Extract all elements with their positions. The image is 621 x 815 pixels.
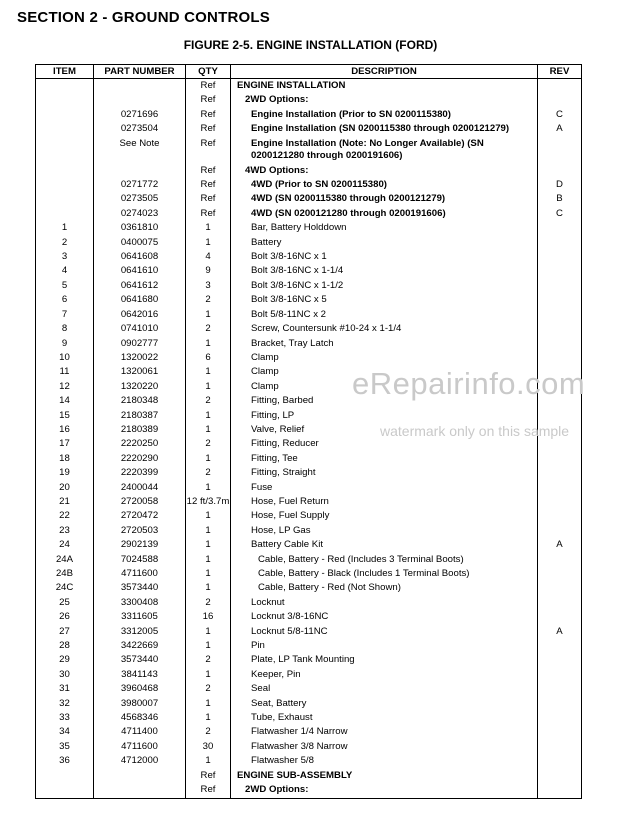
- item-cell: 27: [36, 625, 94, 639]
- rev-cell: [538, 610, 582, 624]
- table-row: [36, 93, 582, 107]
- description-cell: Fitting, Tee: [231, 452, 538, 466]
- rev-cell: [538, 639, 582, 653]
- description-cell: Fitting, Straight: [231, 466, 538, 480]
- table-row: [36, 236, 582, 250]
- qty-cell: 2: [186, 394, 231, 408]
- table-row: [36, 740, 582, 754]
- rev-cell: [538, 79, 582, 94]
- column-header-description: DESCRIPTION: [231, 65, 538, 79]
- item-cell: 5: [36, 279, 94, 293]
- table-row: [36, 625, 582, 639]
- description-cell: Bolt 3/8-16NC x 5: [231, 293, 538, 307]
- rev-cell: [538, 236, 582, 250]
- table-row: [36, 122, 582, 136]
- description-cell: Keeper, Pin: [231, 668, 538, 682]
- qty-cell: 1: [186, 423, 231, 437]
- table-row: [36, 610, 582, 624]
- table-row: [36, 322, 582, 336]
- qty-cell: 1: [186, 538, 231, 552]
- column-header-qty: QTY: [186, 65, 231, 79]
- part-number-cell: 3841143: [94, 668, 186, 682]
- section-title: SECTION 2 - GROUND CONTROLS: [17, 9, 270, 26]
- part-number-cell: 1320022: [94, 351, 186, 365]
- description-cell: Bar, Battery Holddown: [231, 221, 538, 235]
- qty-cell: 1: [186, 553, 231, 567]
- description-cell: Flatwasher 1/4 Narrow: [231, 725, 538, 739]
- description-cell: Hose, LP Gas: [231, 524, 538, 538]
- table-row: [36, 79, 582, 94]
- qty-cell: 1: [186, 754, 231, 768]
- part-number-cell: 2400044: [94, 481, 186, 495]
- qty-cell: 1: [186, 221, 231, 235]
- qty-cell: 1: [186, 337, 231, 351]
- rev-cell: [538, 581, 582, 595]
- item-cell: 30: [36, 668, 94, 682]
- item-cell: 36: [36, 754, 94, 768]
- table-row: [36, 682, 582, 696]
- rev-cell: [538, 293, 582, 307]
- table-row: [36, 711, 582, 725]
- qty-cell: 1: [186, 567, 231, 581]
- qty-cell: Ref: [186, 178, 231, 192]
- item-cell: [36, 79, 94, 94]
- qty-cell: Ref: [186, 93, 231, 107]
- qty-cell: 2: [186, 653, 231, 667]
- rev-cell: C: [538, 207, 582, 221]
- item-cell: [36, 122, 94, 136]
- table-row: [36, 553, 582, 567]
- description-cell: Clamp: [231, 351, 538, 365]
- item-cell: 20: [36, 481, 94, 495]
- item-cell: 1: [36, 221, 94, 235]
- description-cell: Fitting, Reducer: [231, 437, 538, 451]
- qty-cell: Ref: [186, 79, 231, 94]
- item-cell: 11: [36, 365, 94, 379]
- item-cell: 24B: [36, 567, 94, 581]
- table-row: [36, 725, 582, 739]
- qty-cell: 1: [186, 452, 231, 466]
- description-cell: 4WD (Prior to SN 0200115380): [231, 178, 538, 192]
- rev-cell: [538, 452, 582, 466]
- qty-cell: 9: [186, 264, 231, 278]
- description-cell: Pin: [231, 639, 538, 653]
- table-row: [36, 754, 582, 768]
- part-number-cell: 2180389: [94, 423, 186, 437]
- table-row: [36, 653, 582, 667]
- item-cell: 16: [36, 423, 94, 437]
- rev-cell: [538, 740, 582, 754]
- part-number-cell: 3573440: [94, 581, 186, 595]
- rev-cell: C: [538, 108, 582, 122]
- qty-cell: 1: [186, 236, 231, 250]
- item-cell: 21: [36, 495, 94, 509]
- item-cell: 24A: [36, 553, 94, 567]
- part-number-cell: 2220290: [94, 452, 186, 466]
- description-cell: 4WD Options:: [231, 164, 538, 178]
- item-cell: 9: [36, 337, 94, 351]
- qty-cell: 1: [186, 365, 231, 379]
- part-number-cell: 0641608: [94, 250, 186, 264]
- part-number-cell: 2220399: [94, 466, 186, 480]
- rev-cell: [538, 164, 582, 178]
- rev-cell: [538, 754, 582, 768]
- item-cell: 15: [36, 409, 94, 423]
- table-row: [36, 279, 582, 293]
- table-header-row: [36, 65, 582, 79]
- description-cell: ENGINE SUB-ASSEMBLY: [231, 769, 538, 783]
- table-row: [36, 178, 582, 192]
- description-cell: Engine Installation (Note: No Longer Available) (SN 0200121280 through 0200191606): [231, 137, 538, 164]
- item-cell: 22: [36, 509, 94, 523]
- description-cell: Locknut 3/8-16NC: [231, 610, 538, 624]
- rev-cell: [538, 337, 582, 351]
- item-cell: [36, 93, 94, 107]
- table-row: [36, 481, 582, 495]
- item-cell: 34: [36, 725, 94, 739]
- rev-cell: D: [538, 178, 582, 192]
- qty-cell: 2: [186, 322, 231, 336]
- part-number-cell: 3980007: [94, 697, 186, 711]
- description-cell: Bolt 3/8-16NC x 1-1/4: [231, 264, 538, 278]
- rev-cell: A: [538, 625, 582, 639]
- description-cell: Engine Installation (Prior to SN 0200115380): [231, 108, 538, 122]
- part-number-cell: 4711600: [94, 567, 186, 581]
- rev-cell: [538, 567, 582, 581]
- part-number-cell: 3300408: [94, 596, 186, 610]
- part-number-cell: 4568346: [94, 711, 186, 725]
- column-header-part-number: PART NUMBER: [94, 65, 186, 79]
- qty-cell: 1: [186, 509, 231, 523]
- part-number-cell: 0641612: [94, 279, 186, 293]
- rev-cell: [538, 264, 582, 278]
- description-cell: Clamp: [231, 365, 538, 379]
- qty-cell: Ref: [186, 122, 231, 136]
- item-cell: 24C: [36, 581, 94, 595]
- qty-cell: 30: [186, 740, 231, 754]
- qty-cell: 3: [186, 279, 231, 293]
- part-number-cell: 0361810: [94, 221, 186, 235]
- qty-cell: 1: [186, 697, 231, 711]
- description-cell: Flatwasher 5/8: [231, 754, 538, 768]
- rev-cell: B: [538, 192, 582, 206]
- qty-cell: 1: [186, 481, 231, 495]
- qty-cell: Ref: [186, 164, 231, 178]
- table-row: [36, 308, 582, 322]
- item-cell: 26: [36, 610, 94, 624]
- description-cell: Fitting, Barbed: [231, 394, 538, 408]
- item-cell: [36, 783, 94, 798]
- table-row: [36, 538, 582, 552]
- table-row: [36, 137, 582, 164]
- table-row: [36, 769, 582, 783]
- part-number-cell: [94, 93, 186, 107]
- description-cell: Hose, Fuel Supply: [231, 509, 538, 523]
- description-cell: Cable, Battery - Red (Not Shown): [231, 581, 538, 595]
- description-cell: 4WD (SN 0200115380 through 0200121279): [231, 192, 538, 206]
- rev-cell: [538, 769, 582, 783]
- rev-cell: [538, 524, 582, 538]
- part-number-cell: 0273505: [94, 192, 186, 206]
- description-cell: Engine Installation (SN 0200115380 through 0200121279): [231, 122, 538, 136]
- qty-cell: Ref: [186, 137, 231, 164]
- part-number-cell: 0641680: [94, 293, 186, 307]
- table-row: [36, 192, 582, 206]
- part-number-cell: [94, 79, 186, 94]
- watermark-brand: eRepairinfo.com: [352, 366, 586, 401]
- item-cell: [36, 137, 94, 164]
- part-number-cell: 2720058: [94, 495, 186, 509]
- table-row: [36, 108, 582, 122]
- rev-cell: [538, 466, 582, 480]
- description-cell: Seal: [231, 682, 538, 696]
- item-cell: 8: [36, 322, 94, 336]
- part-number-cell: [94, 783, 186, 798]
- part-number-cell: 3422669: [94, 639, 186, 653]
- part-number-cell: 3960468: [94, 682, 186, 696]
- rev-cell: [538, 495, 582, 509]
- item-cell: 25: [36, 596, 94, 610]
- table-row: [36, 293, 582, 307]
- part-number-cell: 0902777: [94, 337, 186, 351]
- part-number-cell: 0641610: [94, 264, 186, 278]
- table-row: [36, 221, 582, 235]
- qty-cell: 2: [186, 437, 231, 451]
- description-cell: Cable, Battery - Black (Includes 1 Terminal Boots): [231, 567, 538, 581]
- table-row: [36, 452, 582, 466]
- part-number-cell: [94, 769, 186, 783]
- table-row: [36, 509, 582, 523]
- item-cell: 33: [36, 711, 94, 725]
- qty-cell: 16: [186, 610, 231, 624]
- qty-cell: 2: [186, 682, 231, 696]
- rev-cell: [538, 221, 582, 235]
- qty-cell: 2: [186, 466, 231, 480]
- part-number-cell: 2180387: [94, 409, 186, 423]
- qty-cell: 1: [186, 625, 231, 639]
- rev-cell: [538, 783, 582, 798]
- part-number-cell: 4711400: [94, 725, 186, 739]
- qty-cell: 1: [186, 668, 231, 682]
- description-cell: Screw, Countersunk #10-24 x 1-1/4: [231, 322, 538, 336]
- part-number-cell: 3311605: [94, 610, 186, 624]
- table-row: [36, 668, 582, 682]
- qty-cell: 12 ft/3.7m: [186, 495, 231, 509]
- description-cell: Bolt 5/8-11NC x 2: [231, 308, 538, 322]
- description-cell: Valve, Relief: [231, 423, 538, 437]
- table-row: [36, 466, 582, 480]
- rev-cell: A: [538, 122, 582, 136]
- description-cell: Bolt 3/8-16NC x 1-1/2: [231, 279, 538, 293]
- item-cell: 6: [36, 293, 94, 307]
- item-cell: 17: [36, 437, 94, 451]
- table-row: [36, 337, 582, 351]
- item-cell: 18: [36, 452, 94, 466]
- table-row: [36, 581, 582, 595]
- description-cell: Battery Cable Kit: [231, 538, 538, 552]
- qty-cell: 1: [186, 380, 231, 394]
- description-cell: Seat, Battery: [231, 697, 538, 711]
- part-number-cell: 1320220: [94, 380, 186, 394]
- part-number-cell: 2902139: [94, 538, 186, 552]
- rev-cell: [538, 596, 582, 610]
- table-row: [36, 567, 582, 581]
- qty-cell: 1: [186, 639, 231, 653]
- item-cell: 2: [36, 236, 94, 250]
- qty-cell: 4: [186, 250, 231, 264]
- qty-cell: Ref: [186, 207, 231, 221]
- item-cell: [36, 207, 94, 221]
- item-cell: 19: [36, 466, 94, 480]
- part-number-cell: 0271772: [94, 178, 186, 192]
- item-cell: 23: [36, 524, 94, 538]
- part-number-cell: 4712000: [94, 754, 186, 768]
- item-cell: [36, 192, 94, 206]
- qty-cell: Ref: [186, 783, 231, 798]
- description-cell: Cable, Battery - Red (Includes 3 Terminal Boots): [231, 553, 538, 567]
- rev-cell: [538, 711, 582, 725]
- qty-cell: 2: [186, 725, 231, 739]
- rev-cell: [538, 697, 582, 711]
- table-row: [36, 264, 582, 278]
- table-row: [36, 409, 582, 423]
- part-number-cell: 3312005: [94, 625, 186, 639]
- rev-cell: [538, 668, 582, 682]
- qty-cell: 1: [186, 308, 231, 322]
- item-cell: 12: [36, 380, 94, 394]
- description-cell: Locknut: [231, 596, 538, 610]
- item-cell: 32: [36, 697, 94, 711]
- description-cell: 4WD (SN 0200121280 through 0200191606): [231, 207, 538, 221]
- rev-cell: [538, 553, 582, 567]
- description-cell: Flatwasher 3/8 Narrow: [231, 740, 538, 754]
- watermark-note: watermark only on this sample: [380, 423, 570, 439]
- rev-cell: A: [538, 538, 582, 552]
- part-number-cell: 3573440: [94, 653, 186, 667]
- part-number-cell: 7024588: [94, 553, 186, 567]
- qty-cell: Ref: [186, 192, 231, 206]
- rev-cell: [538, 725, 582, 739]
- part-number-cell: 0741010: [94, 322, 186, 336]
- description-cell: Fitting, LP: [231, 409, 538, 423]
- description-cell: 2WD Options:: [231, 783, 538, 798]
- item-cell: 24: [36, 538, 94, 552]
- rev-cell: [538, 682, 582, 696]
- figure-title: FIGURE 2-5. ENGINE INSTALLATION (FORD): [183, 38, 438, 52]
- description-cell: Locknut 5/8-11NC: [231, 625, 538, 639]
- rev-cell: [538, 93, 582, 107]
- qty-cell: Ref: [186, 769, 231, 783]
- part-number-cell: 4711600: [94, 740, 186, 754]
- rev-cell: [538, 250, 582, 264]
- part-number-cell: See Note: [94, 137, 186, 164]
- item-cell: 7: [36, 308, 94, 322]
- item-cell: 29: [36, 653, 94, 667]
- description-cell: Plate, LP Tank Mounting: [231, 653, 538, 667]
- item-cell: 28: [36, 639, 94, 653]
- qty-cell: 2: [186, 596, 231, 610]
- item-cell: [36, 769, 94, 783]
- item-cell: 10: [36, 351, 94, 365]
- item-cell: [36, 164, 94, 178]
- item-cell: 14: [36, 394, 94, 408]
- description-cell: Fuse: [231, 481, 538, 495]
- table-row: [36, 437, 582, 451]
- qty-cell: 6: [186, 351, 231, 365]
- table-row: [36, 164, 582, 178]
- rev-cell: [538, 437, 582, 451]
- rev-cell: [538, 409, 582, 423]
- rev-cell: [538, 481, 582, 495]
- rev-cell: [538, 137, 582, 164]
- part-number-cell: 2720472: [94, 509, 186, 523]
- description-cell: Tube, Exhaust: [231, 711, 538, 725]
- item-cell: 3: [36, 250, 94, 264]
- qty-cell: 1: [186, 524, 231, 538]
- description-cell: Clamp: [231, 380, 538, 394]
- part-number-cell: 0271696: [94, 108, 186, 122]
- table-row: [36, 596, 582, 610]
- table-row: [36, 250, 582, 264]
- item-cell: [36, 178, 94, 192]
- table-row: [36, 495, 582, 509]
- rev-cell: [538, 351, 582, 365]
- part-number-cell: [94, 164, 186, 178]
- qty-cell: 1: [186, 409, 231, 423]
- table-row: [36, 697, 582, 711]
- rev-cell: [538, 509, 582, 523]
- table-row: [36, 207, 582, 221]
- item-cell: [36, 108, 94, 122]
- table-row: [36, 351, 582, 365]
- item-cell: 31: [36, 682, 94, 696]
- table-row: [36, 639, 582, 653]
- description-cell: Bracket, Tray Latch: [231, 337, 538, 351]
- qty-cell: 1: [186, 581, 231, 595]
- qty-cell: 2: [186, 293, 231, 307]
- table-row: [36, 524, 582, 538]
- column-header-item: ITEM: [36, 65, 94, 79]
- table-row: [36, 783, 582, 798]
- part-number-cell: 1320061: [94, 365, 186, 379]
- rev-cell: [538, 322, 582, 336]
- item-cell: 4: [36, 264, 94, 278]
- description-cell: Battery: [231, 236, 538, 250]
- description-cell: ENGINE INSTALLATION: [231, 79, 538, 94]
- part-number-cell: 2180348: [94, 394, 186, 408]
- rev-cell: [538, 308, 582, 322]
- part-number-cell: 2720503: [94, 524, 186, 538]
- rev-cell: [538, 653, 582, 667]
- qty-cell: 1: [186, 711, 231, 725]
- part-number-cell: 0400075: [94, 236, 186, 250]
- qty-cell: Ref: [186, 108, 231, 122]
- item-cell: 35: [36, 740, 94, 754]
- part-number-cell: 0273504: [94, 122, 186, 136]
- part-number-cell: 0274023: [94, 207, 186, 221]
- column-header-rev: REV: [538, 65, 582, 79]
- description-cell: Hose, Fuel Return: [231, 495, 538, 509]
- rev-cell: [538, 279, 582, 293]
- part-number-cell: 2220250: [94, 437, 186, 451]
- description-cell: Bolt 3/8-16NC x 1: [231, 250, 538, 264]
- description-cell: 2WD Options:: [231, 93, 538, 107]
- part-number-cell: 0642016: [94, 308, 186, 322]
